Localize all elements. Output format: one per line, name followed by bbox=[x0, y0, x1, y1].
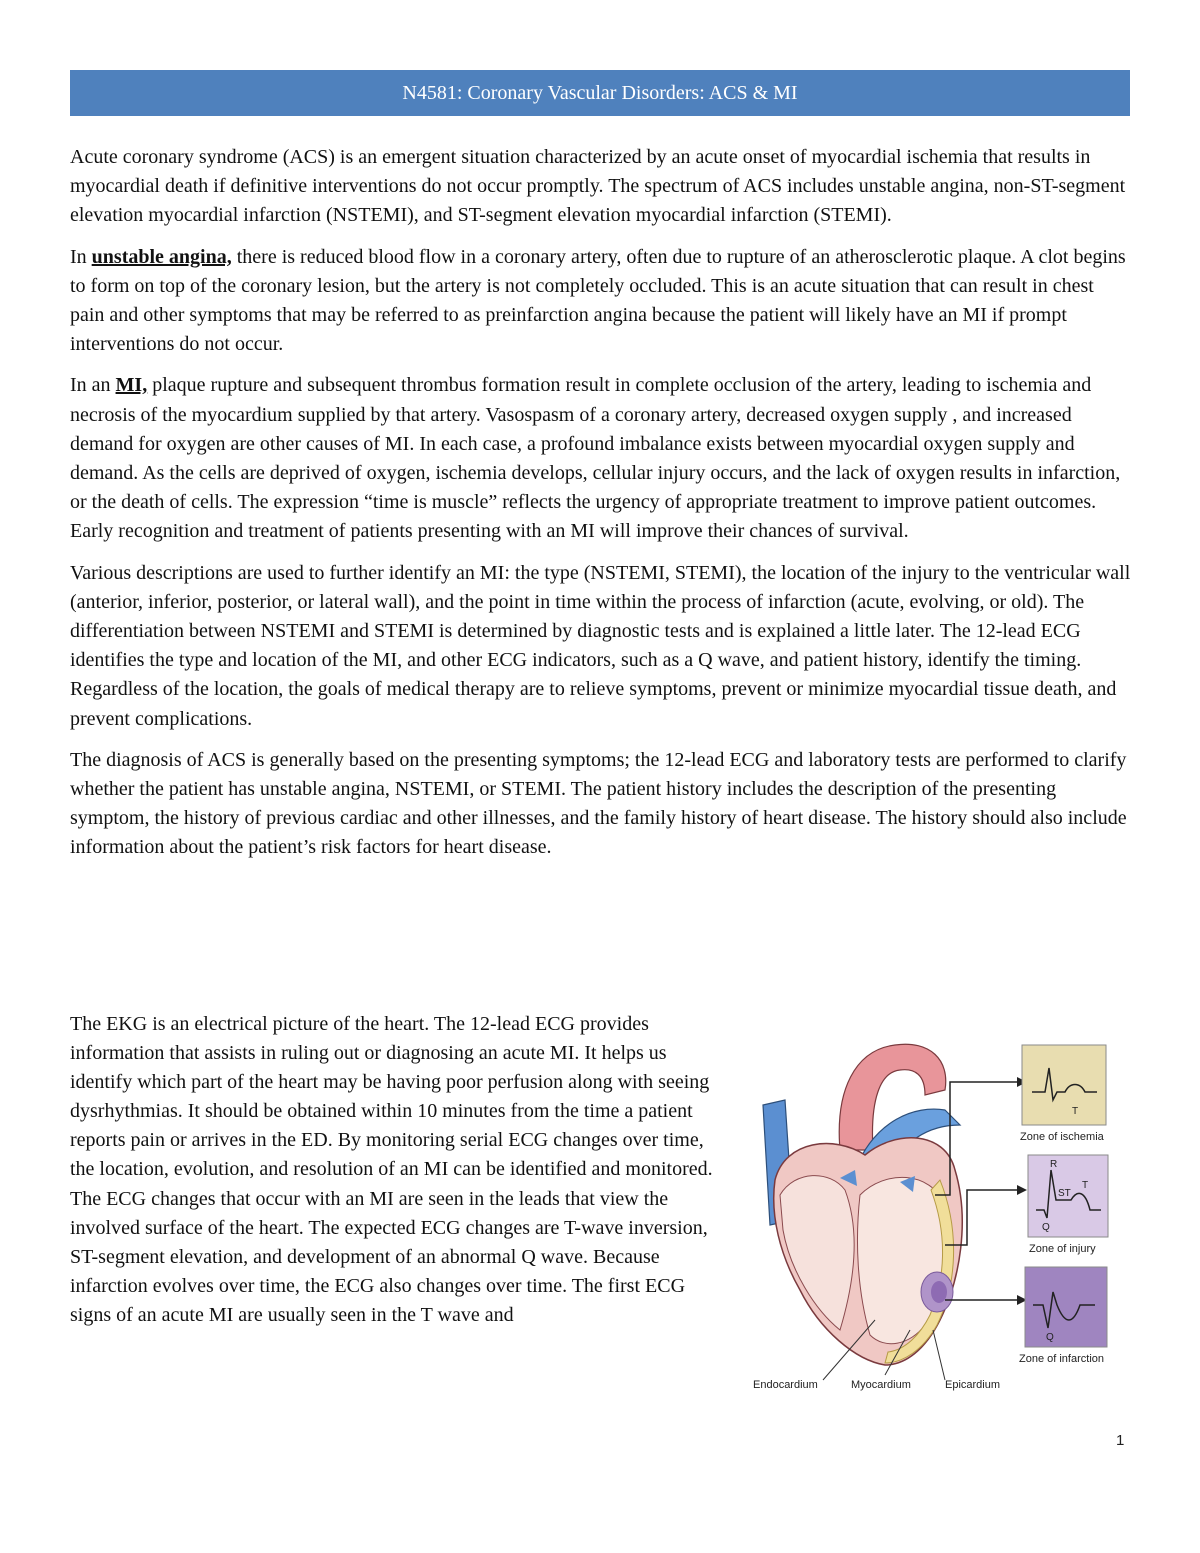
wave-label-r: R bbox=[1050, 1159, 1058, 1170]
document-title-bar bbox=[70, 70, 1130, 116]
page-number: 1 bbox=[1116, 1432, 1125, 1449]
term-unstable-angina: unstable angina, bbox=[91, 245, 232, 268]
myocardium-label: Myocardium bbox=[851, 1379, 911, 1391]
paragraph-unstable-angina bbox=[70, 243, 1132, 360]
paragraph-acs-diagnosis: The diagnosis of ACS is generally based on the presenting symptoms; the 12-lead ECG and laboratory tests are performed to clarify whether the patient has unstable angina, NSTEMI, or STEMI. The patient history includes the description of the presenting symptom, the history of previous cardiac and other illnesses, and the family history of heart disease. The history should also include information about the patient’s risk factors for heart disease. bbox=[70, 748, 1127, 859]
heart-ecg-figure bbox=[745, 1030, 1135, 1400]
wave-label-q: Q bbox=[1046, 1332, 1054, 1343]
heart-illustration bbox=[745, 1030, 1135, 1400]
endocardium-label: Endocardium bbox=[753, 1379, 818, 1391]
zone-infarction-box bbox=[1025, 1267, 1107, 1347]
zone-infarction-label: Zone of infarction bbox=[1019, 1353, 1104, 1365]
document-body bbox=[70, 143, 1132, 875]
wave-label-st: ST bbox=[1058, 1188, 1071, 1199]
paragraph-prefix: In bbox=[70, 245, 92, 268]
zone-ischemia-label: Zone of ischemia bbox=[1020, 1131, 1104, 1143]
wave-label-q: Q bbox=[1042, 1222, 1050, 1233]
term-mi: MI, bbox=[115, 374, 148, 397]
paragraph-mi-descriptions: Various descriptions are used to further identify an MI: the type (NSTEMI, STEMI), the location of the injury to the ventricular wall (anterior, inferior, posterior, or lateral wall), and the point in time within the process of infarction (acute, evolving, or old). The differentiation between NSTEMI and STEMI is determined by diagnostic tests and is explained a little later. The 12-lead ECG identifies the type and location of the MI, and other ECG indicators, such as a Q wave, and patient history, identify the timing. Regardless of the location, the goals of medical therapy are to relieve symptoms, prevent or minimize myocardial tissue death, and prevent complications. bbox=[70, 561, 1131, 730]
document-title: N4581: Coronary Vascular Disorders: ACS & MI bbox=[402, 81, 798, 104]
paragraph-prefix: In an bbox=[70, 374, 116, 397]
wave-label-t: T bbox=[1082, 1180, 1089, 1191]
paragraph-rest: plaque rupture and subsequent thrombus formation result in complete occlusion of the artery, leading to ischemia and necrosis of the myocardium supplied by that artery. Vasospasm of a coronary artery, decreased oxygen supply , and increased demand for oxygen are other causes of MI. In each case, a profound imbalance exists between myocardial oxygen supply and demand. As the cells are deprived of oxygen, ischemia develops, cellular injury occurs, and the lack of oxygen results in infarction, or the death of cells. The expression “time is muscle” reflects the urgency of appropriate treatment to improve patient outcomes. Early recognition and treatment of patients presenting with an MI will improve their chances of survival. bbox=[70, 374, 1121, 543]
paragraph-rest: there is reduced blood flow in a coronary artery, often due to rupture of an atherosclerotic plaque. A clot begins to form on top of the coronary lesion, but the artery is not completely occluded. This is an acute situation that can result in chest pain and other symptoms that may be referred to as preinfarction angina because the patient will likely have an MI if prompt interventions do not occur. bbox=[70, 245, 1126, 356]
arrowhead-icon bbox=[1017, 1185, 1027, 1195]
infarction-core-shape bbox=[931, 1281, 947, 1303]
paragraph-ekg: The EKG is an electrical picture of the heart. The 12-lead ECG provides information that assists in ruling out or diagnosing an acute MI. It helps us identify which part of the heart may be having poor perfusion along with seeing dysrhythmias. It should be obtained within 10 minutes from the time a patient reports pain or arrives in the ED. By monitoring serial ECG changes over time, the location, evolution, and resolution of an MI can be identified and monitored. The ECG changes that occur with an MI are seen in the leads that view the involved surface of the heart. The expected ECG changes are T-wave inversion, ST-segment elevation, and development of an abnormal Q wave. Because infarction evolves over time, the ECG also changes over time. The first ECG signs of an acute MI are usually seen in the T wave and bbox=[70, 1013, 713, 1326]
epicardium-label: Epicardium bbox=[945, 1379, 1001, 1391]
pointer-line bbox=[933, 1330, 945, 1380]
zone-ischemia-box bbox=[1022, 1045, 1106, 1125]
paragraph-acs-intro: Acute coronary syndrome (ACS) is an emergent situation characterized by an acute onset of myocardial ischemia that results in myocardial death if definitive interventions do not occur promptly. The spectrum of ACS includes unstable angina, non-ST-segment elevation myocardial infarction (NSTEMI), and ST-segment elevation myocardial infarction (STEMI). bbox=[70, 146, 1126, 227]
paragraph-mi bbox=[70, 371, 1132, 546]
wave-label-t: T bbox=[1072, 1106, 1079, 1117]
zone-injury-label: Zone of injury bbox=[1029, 1243, 1096, 1255]
